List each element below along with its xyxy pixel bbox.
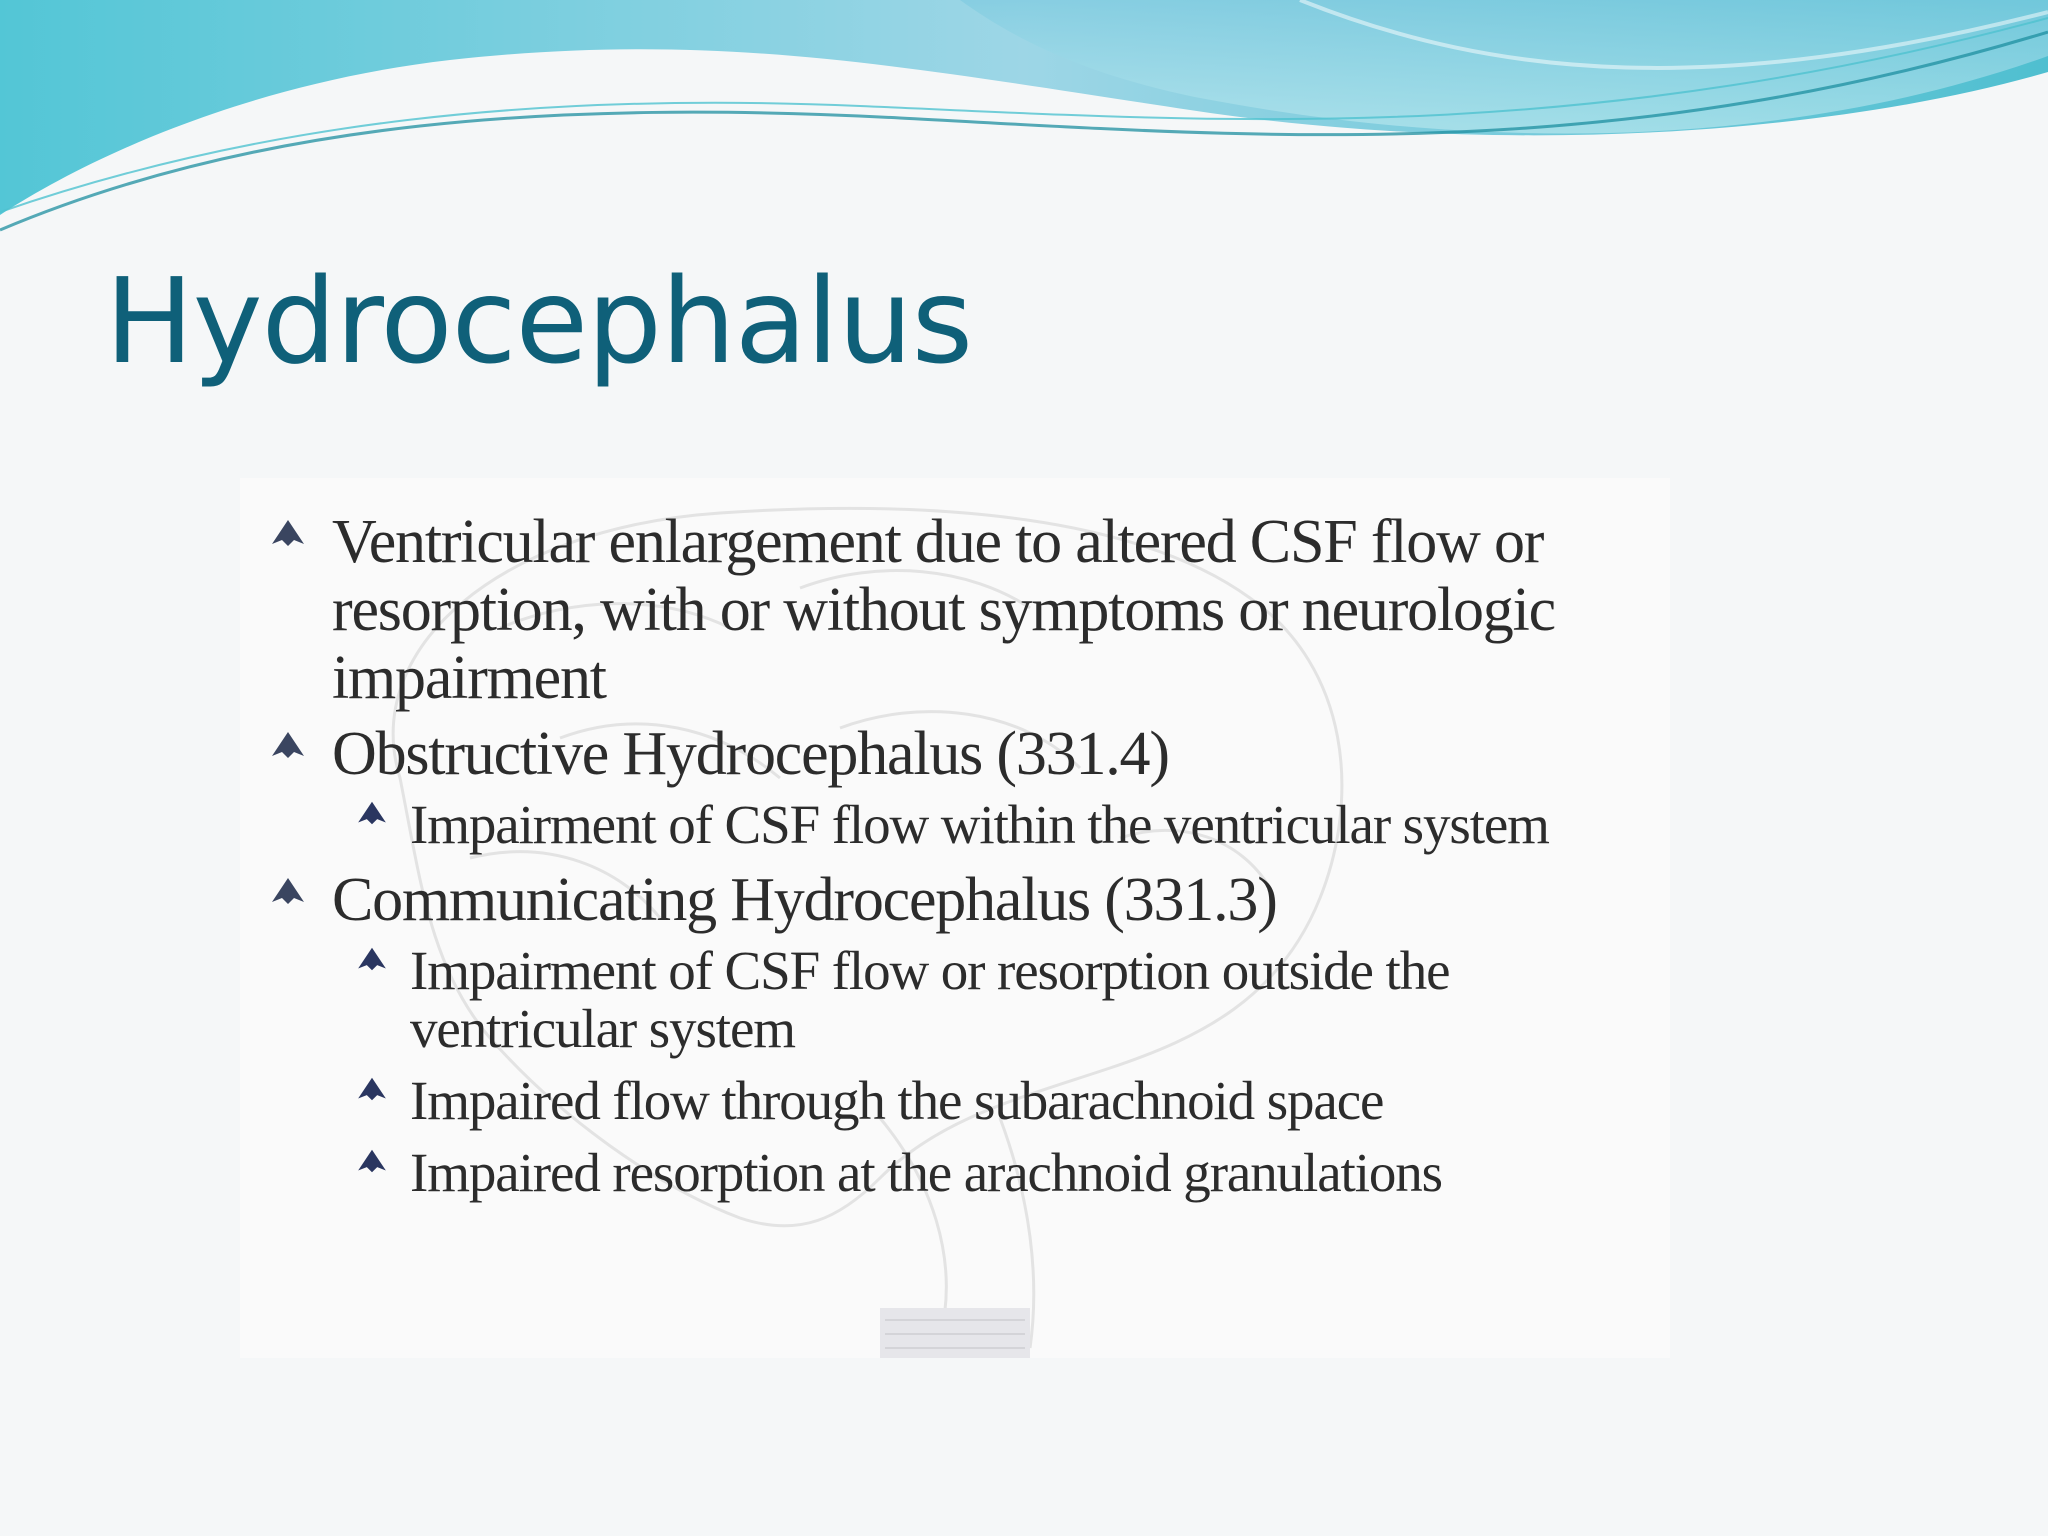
triangle-bullet-icon — [270, 518, 306, 548]
triangle-bullet-icon — [356, 800, 388, 826]
list-item — [270, 1144, 1660, 1202]
triangle-bullet-icon — [356, 1076, 388, 1102]
bullet-text: Ventricular enlargement due to altered CSF flow or resorption, with or without symptoms or neurologic impairment — [332, 508, 1555, 712]
triangle-bullet-icon — [356, 1148, 388, 1174]
list-item — [270, 720, 1660, 788]
content-image-panel — [240, 478, 1670, 1358]
list-item — [270, 1072, 1660, 1130]
list-item — [270, 508, 1660, 712]
bullet-text: Communicating Hydrocephalus (331.3) — [332, 866, 1277, 934]
list-item — [270, 942, 1660, 1058]
bullet-text: Impairment of CSF flow or resorption outside the ventricular system — [410, 940, 1450, 1059]
slide-title: Hydrocephalus — [105, 252, 973, 390]
bullet-text: Impaired flow through the subarachnoid space — [410, 1070, 1384, 1131]
triangle-bullet-icon — [356, 946, 388, 972]
list-item — [270, 796, 1660, 854]
bullet-text: Obstructive Hydrocephalus (331.4) — [332, 720, 1169, 788]
bullet-text: Impaired resorption at the arachnoid granulations — [410, 1142, 1442, 1203]
bullet-list — [270, 508, 1660, 1216]
list-item — [270, 866, 1660, 934]
decorative-wave-header — [0, 0, 2048, 240]
bullet-text: Impairment of CSF flow within the ventricular system — [410, 794, 1549, 855]
triangle-bullet-icon — [270, 876, 306, 906]
triangle-bullet-icon — [270, 730, 306, 760]
